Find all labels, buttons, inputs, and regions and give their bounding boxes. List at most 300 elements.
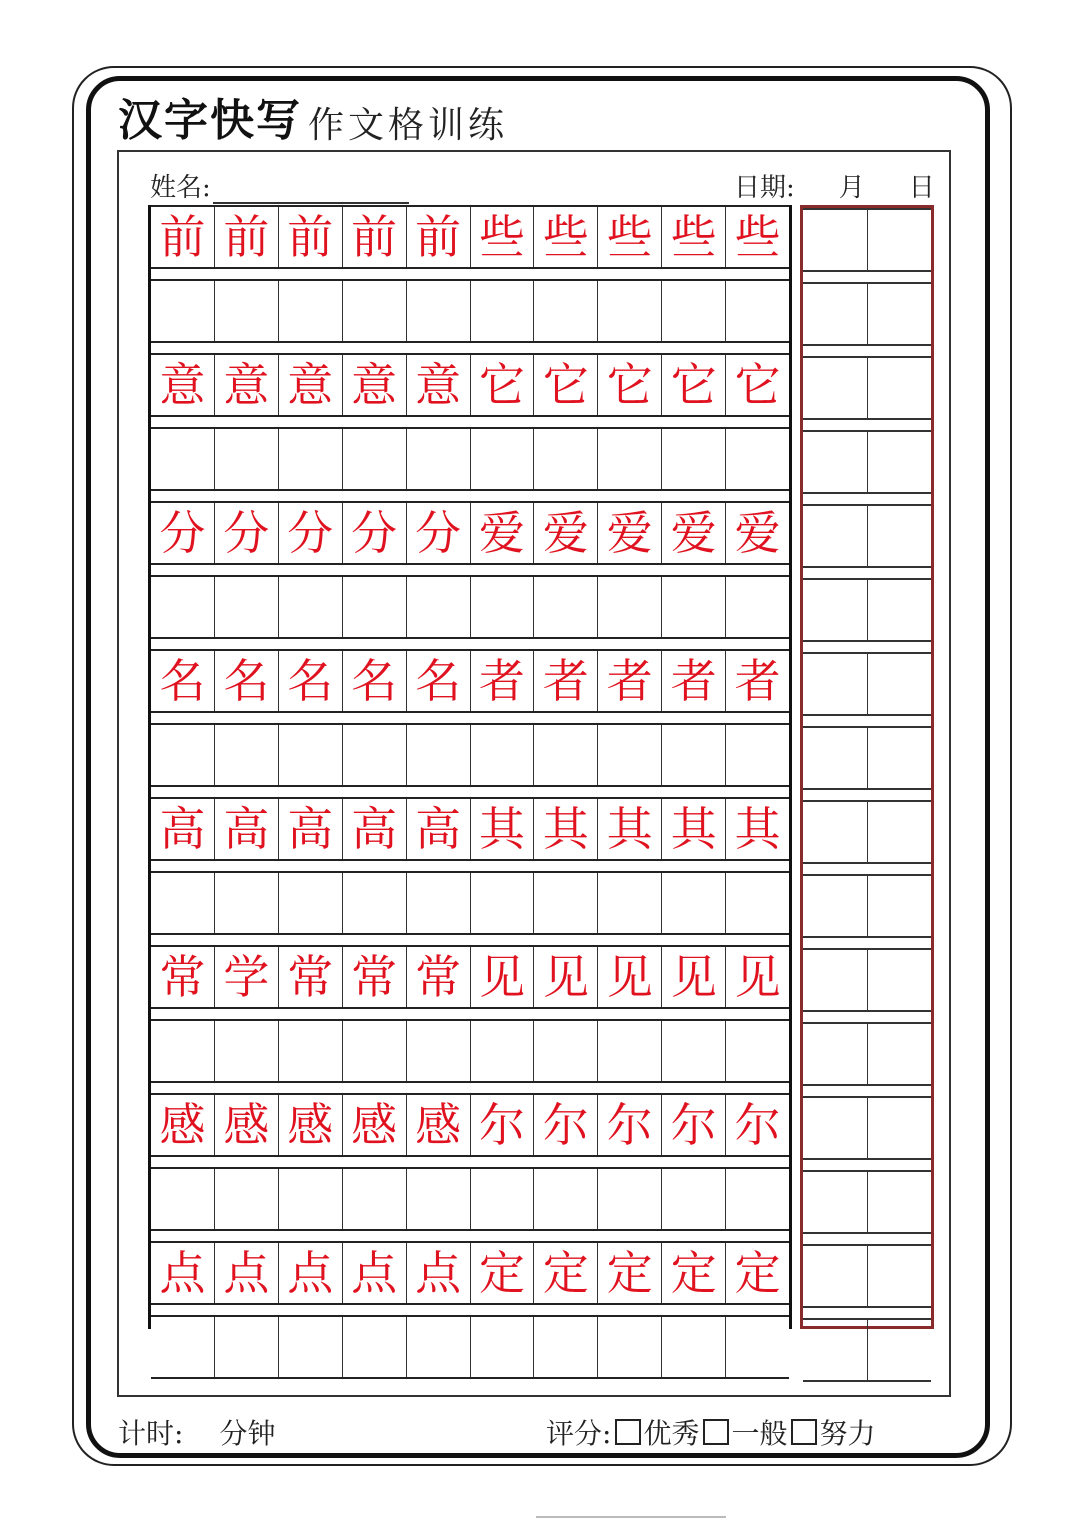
model-cell (534, 651, 598, 711)
writing-cell[interactable] (151, 1021, 215, 1081)
extra-writing-cell[interactable] (803, 432, 868, 492)
writing-cell[interactable] (726, 725, 789, 785)
writing-cell[interactable] (662, 429, 726, 489)
month-label: 月 (838, 173, 865, 203)
model-character: 者 (542, 654, 589, 708)
model-cell (279, 799, 343, 859)
model-character: 名 (415, 654, 462, 708)
model-cell (279, 651, 343, 711)
practice-grid (148, 205, 792, 1329)
model-character: 其 (606, 802, 653, 856)
extra-row (803, 726, 931, 790)
model-cell (343, 1095, 407, 1155)
writing-cell[interactable] (407, 1317, 471, 1377)
extra-row (803, 1170, 931, 1234)
writing-row (151, 723, 789, 787)
writing-cell[interactable] (471, 1169, 535, 1229)
model-cell (279, 1243, 343, 1303)
extra-row (803, 1244, 931, 1308)
model-character: 些 (670, 210, 717, 264)
model-cell (471, 207, 535, 267)
extra-writing-cell[interactable] (803, 1320, 868, 1380)
writing-cell[interactable] (407, 1169, 471, 1229)
writing-cell[interactable] (151, 1169, 215, 1229)
model-character: 点 (415, 1246, 462, 1300)
writing-cell[interactable] (407, 725, 471, 785)
model-cell (215, 1095, 279, 1155)
writing-cell[interactable] (215, 1021, 279, 1081)
writing-cell[interactable] (279, 1317, 343, 1377)
model-cell (407, 503, 471, 563)
writing-cell[interactable] (726, 577, 789, 637)
timer-field (118, 1412, 275, 1452)
writing-cell[interactable] (151, 429, 215, 489)
model-character: 定 (542, 1246, 589, 1300)
extra-writing-cell[interactable] (868, 580, 932, 640)
writing-cell[interactable] (471, 1317, 535, 1377)
writing-cell[interactable] (726, 873, 789, 933)
model-character: 点 (223, 1246, 270, 1300)
writing-cell[interactable] (598, 1317, 662, 1377)
extra-row (803, 874, 931, 938)
writing-cell[interactable] (598, 725, 662, 785)
model-character: 定 (478, 1246, 525, 1300)
model-character: 见 (542, 950, 589, 1004)
model-character: 些 (478, 210, 525, 264)
model-character: 爱 (478, 506, 525, 560)
model-cell (471, 355, 535, 415)
extra-writing-cell[interactable] (803, 654, 868, 714)
rating-label: 评分: (546, 1417, 612, 1450)
extra-writing-cell[interactable] (868, 210, 932, 270)
model-cell (662, 1095, 726, 1155)
model-cell (662, 355, 726, 415)
writing-cell[interactable] (343, 577, 407, 637)
model-cell (471, 799, 535, 859)
extra-writing-cell[interactable] (868, 802, 932, 862)
extra-writing-cell[interactable] (868, 654, 932, 714)
model-cell (662, 1243, 726, 1303)
model-character: 高 (415, 802, 462, 856)
model-row (151, 501, 789, 565)
writing-row (151, 575, 789, 639)
extra-writing-cell[interactable] (868, 1246, 932, 1306)
model-cell (598, 503, 662, 563)
writing-cell[interactable] (534, 429, 598, 489)
extra-writing-cell[interactable] (868, 728, 932, 788)
writing-cell[interactable] (343, 281, 407, 341)
extra-writing-cell[interactable] (803, 1246, 868, 1306)
rating-option-excellent: 优秀 (643, 1417, 700, 1450)
writing-cell[interactable] (726, 429, 789, 489)
writing-cell[interactable] (215, 429, 279, 489)
model-cell (726, 947, 789, 1007)
model-character: 它 (478, 358, 525, 412)
model-row (151, 945, 789, 1009)
writing-cell[interactable] (215, 725, 279, 785)
extra-writing-cell[interactable] (803, 580, 868, 640)
model-character: 定 (734, 1246, 781, 1300)
model-character: 尔 (734, 1098, 781, 1152)
model-cell (215, 1243, 279, 1303)
extra-row (803, 578, 931, 642)
model-cell (662, 207, 726, 267)
extra-writing-cell[interactable] (868, 358, 932, 418)
worksheet-title (118, 88, 508, 148)
model-cell (215, 207, 279, 267)
writing-cell[interactable] (343, 1317, 407, 1377)
writing-cell[interactable] (662, 577, 726, 637)
model-character: 其 (542, 802, 589, 856)
extra-writing-cell[interactable] (803, 506, 868, 566)
writing-cell[interactable] (598, 873, 662, 933)
model-cell (662, 947, 726, 1007)
model-cell (407, 355, 471, 415)
model-character: 见 (606, 950, 653, 1004)
model-character: 者 (670, 654, 717, 708)
extra-writing-cell[interactable] (803, 284, 868, 344)
model-row (151, 649, 789, 713)
extra-writing-cell[interactable] (868, 1320, 932, 1380)
model-cell (407, 207, 471, 267)
model-cell (343, 651, 407, 711)
rating-option-effort: 努力 (819, 1417, 876, 1450)
model-cell (534, 1243, 598, 1303)
writing-cell[interactable] (151, 873, 215, 933)
rating-checkbox-effort[interactable] (791, 1419, 817, 1445)
name-label: 姓名: (150, 173, 211, 203)
rating-field (546, 1412, 875, 1452)
model-cell (215, 651, 279, 711)
extra-row (803, 504, 931, 568)
writing-cell[interactable] (726, 1021, 789, 1081)
model-character: 常 (159, 950, 206, 1004)
writing-cell[interactable] (343, 1169, 407, 1229)
writing-cell[interactable] (471, 873, 535, 933)
extra-row (803, 1318, 931, 1382)
model-cell (598, 651, 662, 711)
model-cell (534, 947, 598, 1007)
model-cell (279, 503, 343, 563)
writing-cell[interactable] (279, 725, 343, 785)
writing-cell[interactable] (279, 873, 343, 933)
model-character: 其 (734, 802, 781, 856)
writing-cell[interactable] (662, 1317, 726, 1377)
writing-cell[interactable] (151, 725, 215, 785)
writing-cell[interactable] (343, 725, 407, 785)
writing-cell[interactable] (407, 577, 471, 637)
writing-cell[interactable] (534, 1021, 598, 1081)
model-character: 前 (159, 210, 206, 264)
extra-row (803, 208, 931, 272)
model-character: 感 (159, 1098, 206, 1152)
model-character: 感 (351, 1098, 398, 1152)
model-cell (726, 799, 789, 859)
model-cell (151, 503, 215, 563)
extra-writing-cell[interactable] (803, 876, 868, 936)
model-character: 者 (478, 654, 525, 708)
writing-cell[interactable] (662, 1021, 726, 1081)
writing-row (151, 1315, 789, 1379)
model-character: 学 (223, 950, 270, 1004)
model-cell (534, 1095, 598, 1155)
model-cell (151, 651, 215, 711)
model-character: 定 (670, 1246, 717, 1300)
model-cell (662, 503, 726, 563)
extra-writing-cell[interactable] (803, 950, 868, 1010)
model-character: 尔 (670, 1098, 717, 1152)
model-character: 尔 (542, 1098, 589, 1152)
writing-cell[interactable] (215, 873, 279, 933)
model-cell (279, 947, 343, 1007)
model-cell (407, 947, 471, 1007)
model-cell (151, 1243, 215, 1303)
model-row (151, 353, 789, 417)
day-label: 日 (908, 173, 935, 203)
writing-cell[interactable] (534, 577, 598, 637)
name-field (150, 168, 409, 204)
model-character: 者 (606, 654, 653, 708)
model-row (151, 1093, 789, 1157)
model-row (151, 1241, 789, 1305)
model-character: 其 (478, 802, 525, 856)
model-character: 些 (606, 210, 653, 264)
writing-cell[interactable] (471, 725, 535, 785)
extra-row (803, 1022, 931, 1086)
writing-cell[interactable] (534, 1169, 598, 1229)
rating-checkbox-average[interactable] (703, 1419, 729, 1445)
model-character: 其 (670, 802, 717, 856)
model-character: 前 (351, 210, 398, 264)
title-sub: 作文格训练 (308, 105, 509, 146)
model-character: 感 (223, 1098, 270, 1152)
timer-label: 计时: (118, 1417, 184, 1450)
writing-cell[interactable] (534, 281, 598, 341)
writing-cell[interactable] (471, 281, 535, 341)
extra-row (803, 800, 931, 864)
writing-cell[interactable] (215, 1317, 279, 1377)
model-cell (598, 207, 662, 267)
rating-option-average: 一般 (731, 1417, 788, 1450)
writing-cell[interactable] (215, 281, 279, 341)
model-character: 高 (223, 802, 270, 856)
writing-cell[interactable] (215, 577, 279, 637)
writing-cell[interactable] (279, 281, 343, 341)
model-character: 名 (351, 654, 398, 708)
writing-cell[interactable] (279, 1021, 343, 1081)
writing-cell[interactable] (534, 1317, 598, 1377)
model-character: 常 (415, 950, 462, 1004)
extra-practice-column (800, 205, 934, 1329)
model-character: 分 (415, 506, 462, 560)
writing-cell[interactable] (407, 281, 471, 341)
model-cell (151, 1095, 215, 1155)
writing-row (151, 871, 789, 935)
model-cell (598, 355, 662, 415)
model-character: 前 (415, 210, 462, 264)
writing-cell[interactable] (598, 1169, 662, 1229)
model-character: 分 (223, 506, 270, 560)
writing-cell[interactable] (343, 429, 407, 489)
writing-cell[interactable] (151, 1317, 215, 1377)
model-cell (471, 651, 535, 711)
model-row (151, 797, 789, 861)
model-cell (215, 947, 279, 1007)
extra-writing-cell[interactable] (868, 284, 932, 344)
writing-cell[interactable] (598, 577, 662, 637)
model-cell (151, 207, 215, 267)
model-character: 名 (159, 654, 206, 708)
model-character: 爱 (670, 506, 717, 560)
extra-row (803, 1096, 931, 1160)
model-cell (534, 799, 598, 859)
extra-writing-cell[interactable] (803, 1172, 868, 1232)
model-character: 爱 (542, 506, 589, 560)
model-cell (343, 355, 407, 415)
extra-writing-cell[interactable] (868, 432, 932, 492)
writing-cell[interactable] (151, 281, 215, 341)
writing-cell[interactable] (598, 1021, 662, 1081)
writing-cell[interactable] (471, 1021, 535, 1081)
model-character: 分 (287, 506, 334, 560)
extra-writing-cell[interactable] (803, 210, 868, 270)
model-cell (407, 1095, 471, 1155)
model-character: 它 (542, 358, 589, 412)
model-cell (726, 1243, 789, 1303)
model-cell (662, 799, 726, 859)
extra-writing-cell[interactable] (803, 1098, 868, 1158)
writing-cell[interactable] (662, 1169, 726, 1229)
writing-cell[interactable] (279, 577, 343, 637)
model-cell (279, 207, 343, 267)
model-character: 意 (415, 358, 462, 412)
model-character: 分 (351, 506, 398, 560)
model-cell (279, 1095, 343, 1155)
extra-writing-cell[interactable] (803, 1024, 868, 1084)
model-cell (598, 1243, 662, 1303)
writing-cell[interactable] (534, 873, 598, 933)
model-character: 感 (415, 1098, 462, 1152)
writing-row (151, 279, 789, 343)
writing-cell[interactable] (726, 1169, 789, 1229)
model-character: 见 (670, 950, 717, 1004)
model-character: 尔 (606, 1098, 653, 1152)
model-character: 尔 (478, 1098, 525, 1152)
model-cell (215, 503, 279, 563)
writing-cell[interactable] (343, 873, 407, 933)
model-character: 爱 (734, 506, 781, 560)
extra-writing-cell[interactable] (868, 506, 932, 566)
model-character: 爱 (606, 506, 653, 560)
writing-row (151, 1019, 789, 1083)
model-cell (343, 947, 407, 1007)
model-character: 些 (542, 210, 589, 264)
model-cell (343, 207, 407, 267)
extra-row (803, 356, 931, 420)
writing-cell[interactable] (279, 429, 343, 489)
writing-row (151, 427, 789, 491)
model-row (151, 205, 789, 269)
model-character: 名 (287, 654, 334, 708)
name-input-line[interactable] (213, 174, 409, 204)
model-cell (471, 947, 535, 1007)
model-cell (407, 1243, 471, 1303)
writing-cell[interactable] (407, 1021, 471, 1081)
model-character: 定 (606, 1246, 653, 1300)
model-character: 分 (159, 506, 206, 560)
model-cell (471, 503, 535, 563)
extra-writing-cell[interactable] (868, 1024, 932, 1084)
model-cell (726, 503, 789, 563)
writing-cell[interactable] (598, 429, 662, 489)
rating-checkbox-excellent[interactable] (615, 1419, 641, 1445)
writing-cell[interactable] (151, 577, 215, 637)
model-character: 高 (159, 802, 206, 856)
writing-cell[interactable] (407, 429, 471, 489)
model-character: 意 (287, 358, 334, 412)
model-cell (407, 799, 471, 859)
model-character: 名 (223, 654, 270, 708)
model-cell (215, 355, 279, 415)
model-character: 些 (734, 210, 781, 264)
model-cell (215, 799, 279, 859)
model-character: 前 (223, 210, 270, 264)
writing-row (151, 1167, 789, 1231)
model-character: 它 (670, 358, 717, 412)
writing-cell[interactable] (343, 1021, 407, 1081)
writing-cell[interactable] (534, 725, 598, 785)
model-character: 点 (287, 1246, 334, 1300)
writing-cell[interactable] (726, 281, 789, 341)
model-cell (534, 207, 598, 267)
model-cell (534, 503, 598, 563)
extra-writing-cell[interactable] (868, 876, 932, 936)
writing-cell[interactable] (471, 429, 535, 489)
model-cell (598, 1095, 662, 1155)
writing-cell[interactable] (471, 577, 535, 637)
extra-row (803, 430, 931, 494)
model-cell (343, 503, 407, 563)
extra-writing-cell[interactable] (868, 1172, 932, 1232)
minutes-label: 分钟 (219, 1417, 276, 1450)
extra-writing-cell[interactable] (803, 802, 868, 862)
model-cell (598, 947, 662, 1007)
model-cell (726, 207, 789, 267)
extra-writing-cell[interactable] (803, 358, 868, 418)
writing-cell[interactable] (662, 281, 726, 341)
writing-cell[interactable] (279, 1169, 343, 1229)
writing-cell[interactable] (662, 725, 726, 785)
writing-cell[interactable] (662, 873, 726, 933)
writing-cell[interactable] (407, 873, 471, 933)
model-cell (726, 651, 789, 711)
writing-cell[interactable] (215, 1169, 279, 1229)
extra-writing-cell[interactable] (803, 728, 868, 788)
extra-writing-cell[interactable] (868, 950, 932, 1010)
page-bottom-mark (536, 1516, 726, 1526)
model-cell (343, 799, 407, 859)
writing-cell[interactable] (598, 281, 662, 341)
model-cell (151, 947, 215, 1007)
model-cell (151, 355, 215, 415)
model-cell (151, 799, 215, 859)
model-character: 点 (351, 1246, 398, 1300)
writing-cell[interactable] (726, 1317, 789, 1377)
extra-writing-cell[interactable] (868, 1098, 932, 1158)
model-cell (471, 1095, 535, 1155)
extra-row (803, 652, 931, 716)
model-cell (471, 1243, 535, 1303)
